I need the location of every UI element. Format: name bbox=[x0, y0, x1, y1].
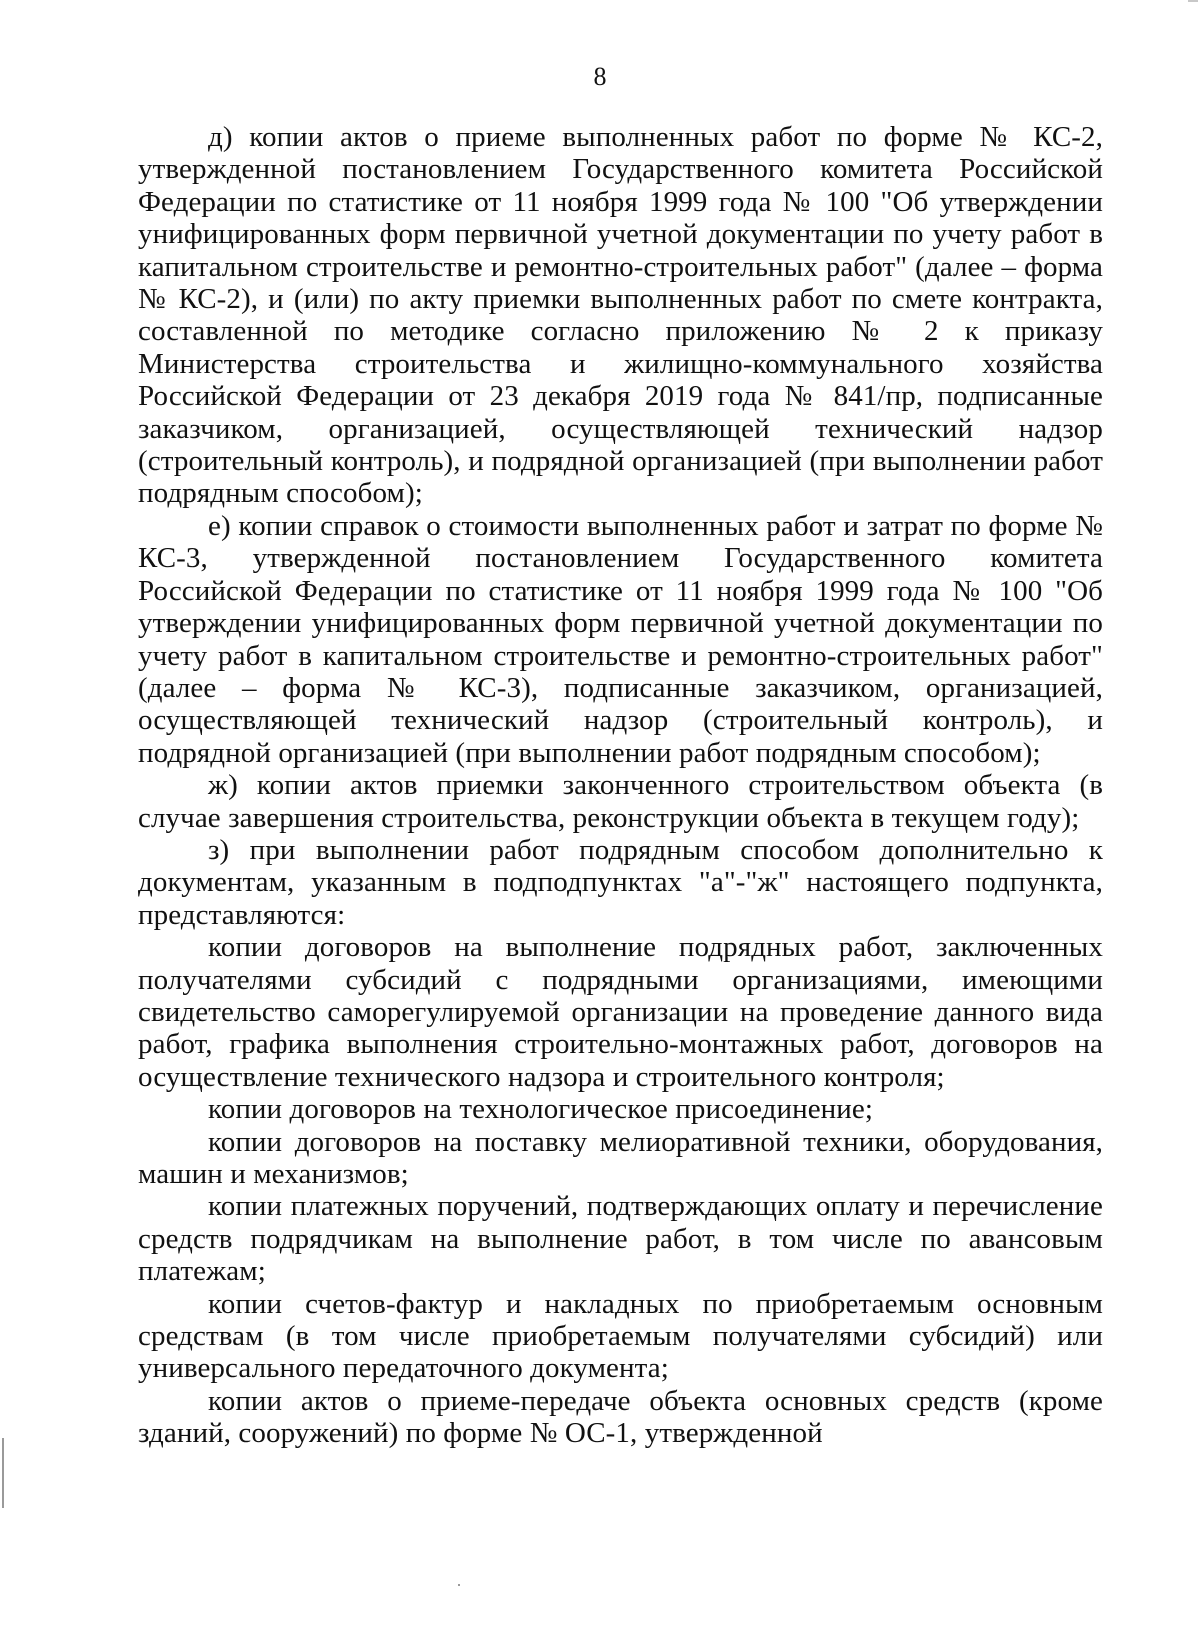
paragraph-connection-contracts: копии договоров на технологическое присоединение; bbox=[208, 1093, 874, 1126]
document-body bbox=[138, 121, 1103, 1450]
scan-corner-mark bbox=[1188, 0, 1198, 2]
paragraph-supply-contracts: копии договоров на поставку мелиоративной техники, оборудования, машин и механизмов; bbox=[138, 1125, 1103, 1190]
paragraph-invoices: копии счетов-фактур и накладных по приобретаемым основным средствам (в том числе приобретаемым получателями субсидий) или универсального передаточного документа; bbox=[138, 1287, 1103, 1385]
paragraph-e: е) копии справок о стоимости выполненных работ и затрат по форме № КС-3, утвержденной постановлением Государственного комитета Российской Федерации по статистике от 11 ноября 1999 года № 100 "Об утверждении унифицированных форм первичной учетной документации по учету работ в капитальном строительстве и ремонтно-строительных работ" (далее – форма № КС-3), подписанные заказчиком, организацией, осуществляющей технический надзор (строительный контроль), и подрядной организацией (при выполнении работ подрядным способом); bbox=[138, 509, 1103, 769]
paragraph-contracts: копии договоров на выполнение подрядных работ, заключенных получателями субсидий с подрядными организациями, имеющими свидетельство саморегулируемой организации на проведение данного вида работ, графика выполнения строительно-монтажных работ, договоров на осуществление технического надзора и строительного контроля; bbox=[138, 931, 1103, 1093]
paragraph-z: з) при выполнении работ подрядным способом дополнительно к документам, указанным в подподпунктах "а"-"ж" настоящего подпункта, представляются: bbox=[138, 833, 1103, 931]
paragraph-d: д) копии актов о приеме выполненных работ по форме № КС-2, утвержденной постановлением Государственного комитета Российской Федерации по статистике от 11 ноября 1999 года № 100 "Об утверждении унифицированных форм первичной учетной документации по учету работ в капитальном строительстве и ремонтно-строительных работ" (далее – форма № КС-2), и (или) по акту приемки выполненных работ по смете контракта, составленной по методике согласно приложению № 2 к приказу Министерства строительства и жилищно-коммунального хозяйства Российской Федерации от 23 декабря 2019 года № 841/пр, подписанные заказчиком, организацией, осуществляющей технический надзор (строительный контроль), и подрядной организацией (при выполнении работ подрядным способом); bbox=[138, 121, 1103, 510]
scan-edge-mark bbox=[2, 1438, 4, 1508]
paragraph-zh: ж) копии актов приемки законченного строительством объекта (в случае завершения строительства, реконструкции объекта в текущем году); bbox=[138, 769, 1103, 834]
scan-dust-mark bbox=[458, 1584, 460, 1586]
page-number: 8 bbox=[593, 62, 607, 91]
paragraph-payment-orders: копии платежных поручений, подтверждающих оплату и перечисление средств подрядчикам на выполнение работ, в том числе по авансовым платежам; bbox=[138, 1190, 1103, 1288]
paragraph-transfer-acts: копии актов о приеме-передаче объекта основных средств (кроме зданий, сооружений) по форме № ОС-1, утвержденной bbox=[138, 1384, 1103, 1450]
